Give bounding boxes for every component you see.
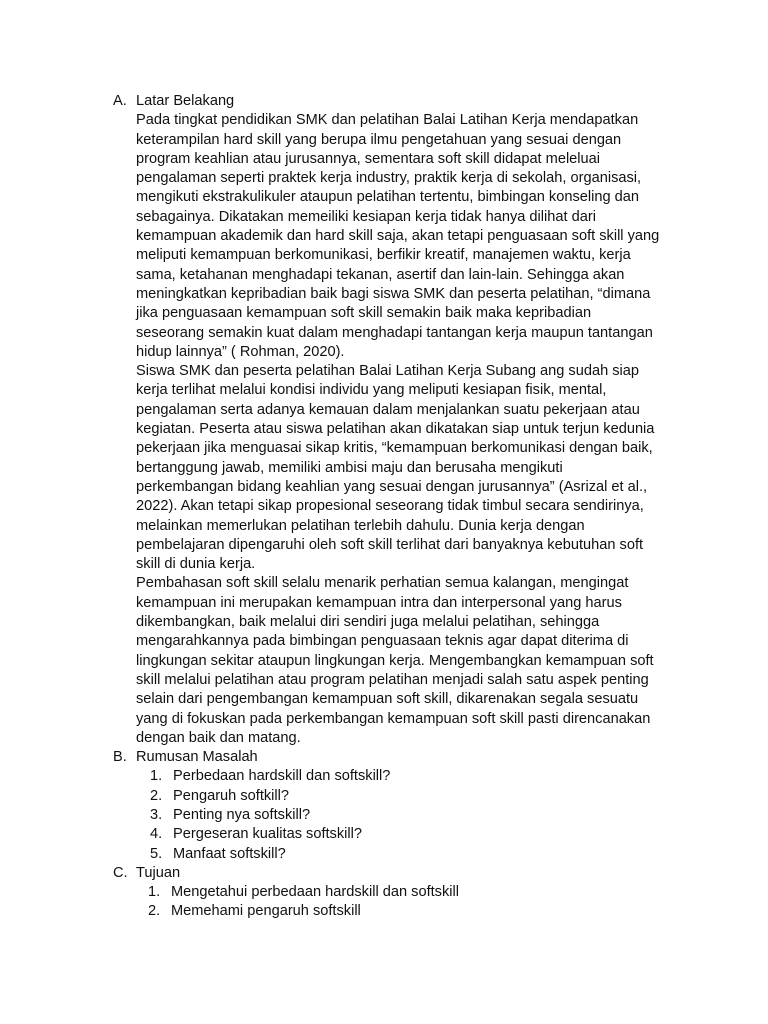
list-number: 3. — [150, 806, 163, 823]
list-number: 4. — [150, 826, 163, 843]
list-number: 1. — [150, 768, 163, 785]
paragraph: Siswa SMK dan peserta pelatihan Balai Latihan Kerja Subang ang sudah siap kerja terlihat melalui kondisi individu yang meliputi kesiapan fisik, mental, pengalaman serta adanya kemauan dalam menjalankan suatu pekerjaan atau kegiatan. Peserta atau siswa pelatihan akan dikatakan siap untuk terjun kedunia pekerjaan jika menguasai sikap kritis, “kemampuan berkomunikasi dengan baik, bertanggung jawab, memiliki ambisi maju dan berusaha mengikuti perkembangan bidang keahlian yang sesuai dengan jurusannya” (Asrizal et al., 2022). Akan tetapi sikap propesional seseorang tidak timbul secara sendirinya, melainkan memerlukan pelatihan terlebih dahulu. Dunia kerja dengan pembelajaran dipengaruhi oleh soft skill terlihat dari banyaknya kebutuhan soft skill di dunia kerja. — [136, 363, 655, 573]
section-tujuan — [0, 864, 768, 922]
list-text: Penting nya softskill? — [173, 806, 311, 823]
list-number: 2. — [150, 787, 163, 804]
list-text: Memehami pengaruh softskill — [171, 903, 361, 920]
list-item — [0, 767, 768, 786]
list-item — [0, 825, 768, 844]
section-heading: Latar Belakang — [136, 93, 235, 109]
section-letter: A. — [113, 93, 127, 109]
list-number: 5. — [150, 845, 163, 862]
list-item — [0, 883, 768, 902]
list-item — [0, 845, 768, 864]
list-text: Perbedaan hardskill dan softskill? — [173, 768, 391, 785]
numbered-list — [0, 767, 768, 863]
paragraph: Pembahasan soft skill selalu menarik perhatian semua kalangan, mengingat kemampuan ini merupakan kemampuan intra dan interpersonal yang harus dikembangkan, baik melalui diri sendiri juga melalui pelatihan, sehingga mengarahkannya pada bimbingan penguasaan teknis agar dapat diterima di lingkungan sekitar ataupun lingkungan kerja. Mengembangkan kemampuan soft skill melalui pelatihan atau program pelatihan menjadi salah satu aspek penting selain dari pengembangan kemampuan soft skill, dikarenakan segala sesuatu yang di fokuskan pada perkembangan kemampuan soft skill pasti direncanakan dengan baik dan matang. — [136, 575, 654, 746]
list-number: 2. — [148, 903, 161, 920]
section-heading: Tujuan — [136, 864, 181, 881]
section-letter: C. — [113, 864, 128, 881]
section-letter: B. — [113, 749, 127, 766]
section-latar-belakang — [0, 92, 768, 748]
list-text: Pergeseran kualitas softskill? — [173, 826, 362, 843]
list-text: Mengetahui perbedaan hardskill dan softskill — [171, 884, 459, 901]
list-number: 1. — [148, 884, 161, 901]
paragraph: Pada tingkat pendidikan SMK dan pelatihan Balai Latihan Kerja mendapatkan keterampilan hard skill yang berupa ilmu pengetahuan yang sesuai dengan program keahlian atau jurusannya, sementara soft skill didapat meleluai pengalaman seperti praktek kerja industry, praktik kerja di sekolah, organisasi, mengikuti ekstrakulikuler ataupun pelatihan tertentu, bimbingan konseling dan sebagainya. Dikatakan memeiliki kesiapan kerja tidak hanya dilihat dari kemampuan akademik dan hard skill saja, akan tetapi penguasaan soft skill yang meliputi kemampuan berkomunikasi, berfikir kreatif, manajemen waktu, kerja sama, ketahanan menghadapi tekanan, asertif dan lain-lain. Sehingga akan meningkatkan kepribadian baik bagi siswa SMK dan peserta pelatihan, “dimana jika penguasaan kemampuan soft skill semakin baik maka kepribadian seseorang semakin kuat dalam menghadapi tantangan kerja maupun tantangan hidup lainnya” ( Rohman, 2020). — [136, 112, 660, 360]
list-text: Manfaat softskill? — [173, 845, 286, 862]
list-text: Pengaruh softkill? — [173, 787, 290, 804]
list-item — [0, 787, 768, 806]
list-item — [0, 806, 768, 825]
section-rumusan-masalah — [0, 748, 768, 864]
section-heading: Rumusan Masalah — [136, 749, 258, 766]
document-page — [0, 92, 768, 922]
numbered-list — [0, 883, 768, 922]
list-item — [0, 902, 768, 921]
